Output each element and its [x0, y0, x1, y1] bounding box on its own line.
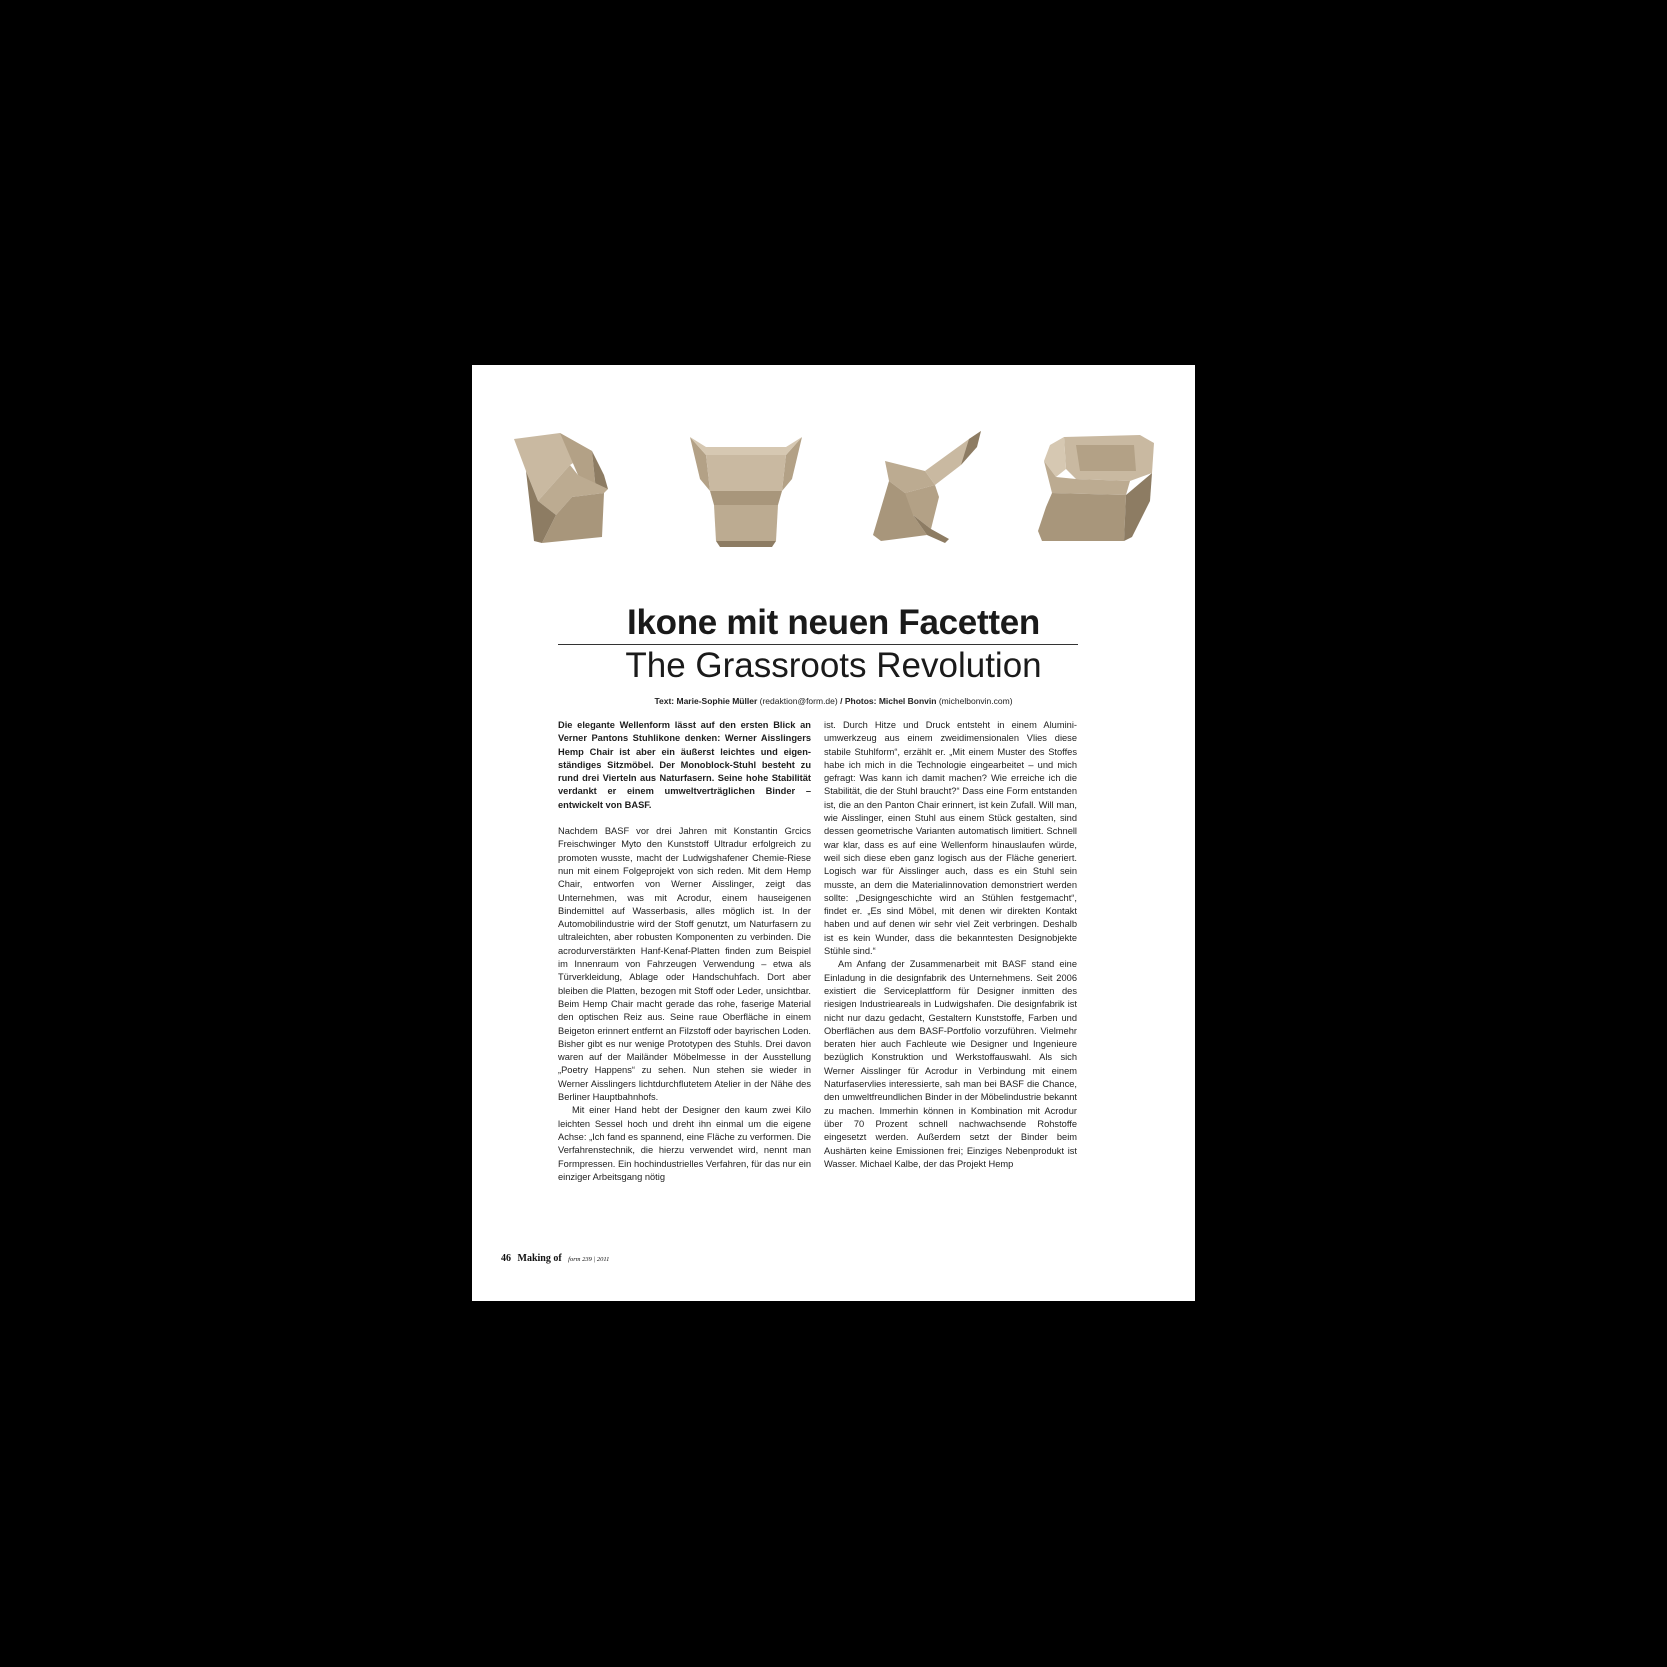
section-name: Making of	[517, 1253, 562, 1264]
page-footer	[501, 1253, 609, 1266]
headline-german: Ikone mit neuen Facetten	[627, 603, 1040, 642]
page-number: 46	[501, 1253, 511, 1264]
byline-separator: /	[840, 696, 843, 706]
chair-front-image	[686, 431, 806, 549]
byline-text-author: Text: Marie-Sophie Müller	[654, 696, 758, 706]
article-lead: Die elegante Wellenform lässt auf den ersten Blick an Verner Pantons Stuhlikone denken: Werner Aisslingers Hemp Chair ist aber ein äußerst leichtes und eigenständiges Sitzmöbel. Der Monoblock-Stuhl besteht zu rund drei Vierteln aus Naturfasern. Seine hohe Stabilität verdankt er einem umweltverträglichen Binder – entwickelt von BASF.	[558, 720, 811, 810]
article-column-right	[824, 719, 1077, 1171]
article-column-left	[558, 719, 811, 1184]
byline-photo-contact: (michelbonvin.com)	[938, 696, 1013, 706]
hemp-chair-three-quarter-view	[1036, 431, 1156, 549]
chair-three-quarter-image	[1036, 431, 1156, 549]
article-paragraph: Mit einer Hand hebt der Designer den kaum zwei Kilo leichten Sessel hoch und dreht ihn einmal um die eigene Achse: „Ich fand es spannend, eine Fläche zu verformen. Die Verfahrenstechnik, die hierzu verwendet wird, nennt man Formpressen. Ein hochindustrielles Verfahren, für das nur ein einziger Arbeitsgang nötig	[558, 1105, 811, 1182]
chair-side-left-image	[512, 431, 632, 549]
magazine-page	[472, 365, 1195, 1301]
article-paragraph: Am Anfang der Zusammenarbeit mit BASF stand eine Einladung in die designfabrik des Unternehmens. Seit 2006 existiert die Serviceplattform für Designer inmitten des riesigen Industrieareals in Ludwigshafen. Die designfabrik ist nicht nur dazu gedacht, Gestaltern Kunststoffe, Farben und Oberflächen aus dem BASF-Portfolio vorzuführen. Vielmehr beraten hier auch Fachleute wie Designer und Ingenieure bezüglich Konstruktion und Werkstoffauswahl. Als sich Werner Aisslinger für Acrodur in Verbindung mit einem Naturfaservlies interessierte, sah man bei BASF die Chance, den umweltfreundlichen Binder in der Möbelindustrie bekannt zu machen. Immerhin können in Kombination mit Acrodur über 70 Prozent schnell nachwachsende Rohstoffe eingesetzt werden. Außerdem setzt der Binder beim Aushärten keine Emissionen frei; Einziges Nebenprodukt ist Wasser. Michael Kalbe, der das Projekt Hemp	[824, 959, 1077, 1169]
byline-text-contact: (redaktion@form.de)	[759, 696, 838, 706]
byline-photo-author: Photos: Michel Bonvin	[844, 696, 937, 706]
chair-photo-strip	[512, 431, 1155, 549]
article-paragraph: ist. Durch Hitze und Druck entsteht in einem Aluminiumwerkzeug aus einem zweidimensionalen Vlies diese stabile Stuhlform“, erzählt er. „Mit einem Muster des Stoffes habe ich mich in die Technologie eingearbeitet – und mich gefragt: Was kann ich damit machen? Wie erreiche ich die Stabilität, die der Stuhl braucht?“ Dass eine Form entstanden ist, die an den Panton Chair erinnert, ist kein Zufall. Will man, wie Aisslinger, einen Stuhl aus einem Stück gestalten, sind dessen geometrische Varianten automatisch limitiert. Schnell war klar, dass es auf eine Wellenform hinauslaufen würde, weil sich diese eben ganz logisch aus der Fläche generiert. Logisch war für Aisslinger auch, dass es ein Stuhl sein musste, an dem die Materialinnovation demonstriert werden sollte: „Designgeschichte wird an Stühlen festgemacht“, findet er. „Es sind Möbel, mit denen wir direkten Kontakt haben und auf denen wir sehr viel Zeit verbringen. Deshalb ist es kein Wunder, dass die bekanntesten Designobjekte Stühle sind.“	[824, 720, 1077, 957]
hemp-chair-front-view	[686, 431, 806, 549]
article-paragraph: Nachdem BASF vor drei Jahren mit Konstantin Grcics Freischwinger Myto den Kunststoff Ultradur erfolgreich zu promoten wusste, macht der Ludwigshafener Chemie-Riese nun mit einem Folgeprojekt von sich reden. Mit dem Hemp Chair, entworfen von Werner Aisslinger, zeigt das Unternehmen, was mit Acrodur, einem hauseigenen Bindemittel auf Wasserbasis, alles möglich ist. In der Automobilindustrie wird der Stoff genutzt, um Naturfasern zu ultraleichten, aber robusten Komponenten zu verbinden. Die acrodurverstärkten Hanf-Kenaf-Platten finden zum Beispiel im Innenraum von Fahrzeugen Verwendung – etwa als Türverkleidung, Ablage oder Handschuhfach. Dort aber bleiben die Platten, bezogen mit Stoff oder Leder, unsichtbar. Beim Hemp Chair macht gerade das rohe, faserige Material den optischen Reiz aus. Seine raue Oberfläche in einem Beigeton erinnert entfernt an Filzstoff oder bayrischen Loden. Bisher gibt es nur wenige Prototypen des Stuhls. Drei davon waren auf der Mailänder Möbelmesse in der Ausstellung „Poetry Happens“ zu sehen. Nun stehen sie wieder in Werner Aisslingers lichtdurchflutetem Atelier in der Nähe des Berliner Hauptbahnhofs.	[558, 826, 811, 1103]
chair-side-right-image	[865, 431, 985, 549]
hemp-chair-side-view-right	[865, 431, 985, 549]
headline-english: The Grassroots Revolution	[625, 646, 1042, 685]
byline	[472, 695, 1195, 707]
hemp-chair-side-view-left	[512, 431, 632, 549]
issue-label: form 239 | 2011	[568, 1256, 610, 1263]
